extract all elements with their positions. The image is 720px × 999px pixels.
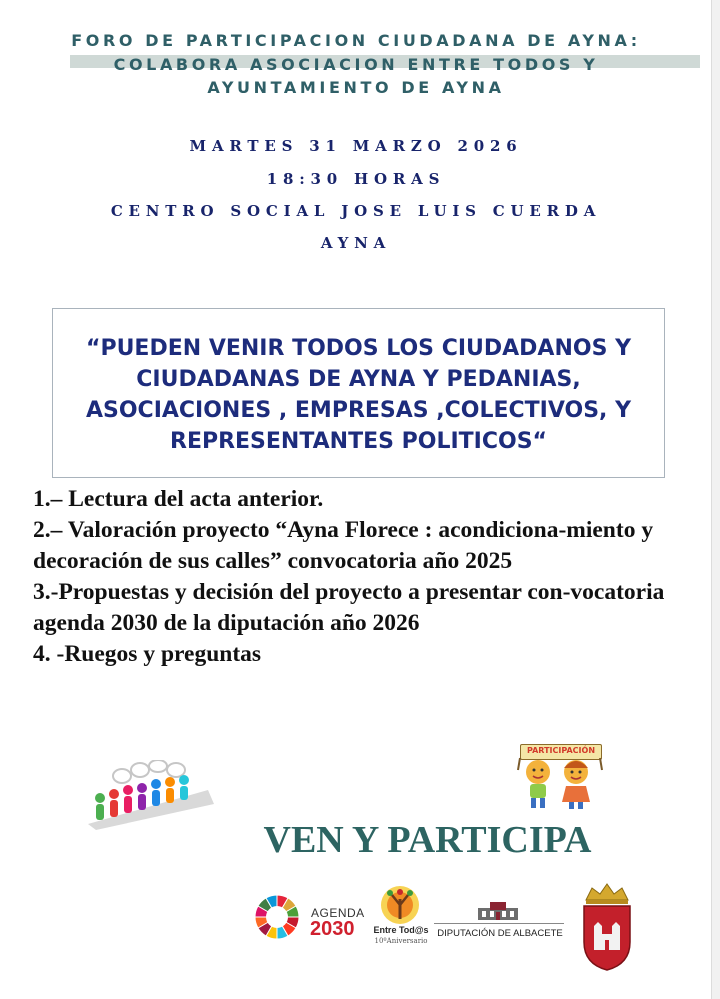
kids-icon bbox=[514, 740, 604, 810]
diputacion-name: DIPUTACIÓN DE ALBACETE bbox=[437, 928, 563, 939]
agenda-list bbox=[33, 484, 693, 670]
entre-todos-emblem-icon bbox=[378, 885, 422, 925]
agenda-logo-year: 2030 bbox=[310, 918, 355, 940]
notice-box bbox=[52, 308, 665, 478]
diputacion-divider bbox=[434, 923, 564, 924]
diputacion-albacete-logo bbox=[434, 900, 566, 942]
participation-sign-label: PARTICIPACIÓN bbox=[526, 746, 596, 755]
entre-todos-anniversary: 10ºAniversario bbox=[374, 937, 428, 945]
participation-kids-illustration bbox=[514, 740, 604, 810]
agenda-item-1: 1.– Lectura del acta anterior. bbox=[33, 486, 324, 512]
ayna-coat-of-arms-icon bbox=[580, 882, 634, 972]
agenda-item-4: 4. -Ruegos y preguntas bbox=[33, 641, 262, 667]
header-line-3: AYUNTAMIENTO DE AYNA bbox=[207, 78, 505, 97]
agenda-item-3: 3.-Propuestas y decisión del proyecto a presentar con-vocatoria agenda 2030 de la diputación año 2026 bbox=[33, 579, 665, 636]
header-line-1: FORO DE PARTICIPACION CIUDADANA DE AYNA: bbox=[71, 31, 641, 50]
agenda-2030-logo bbox=[253, 893, 365, 945]
entre-todos-name: Entre Tod@s bbox=[373, 925, 429, 935]
event-date: MARTES 31 MARZO 2026 bbox=[189, 137, 523, 155]
page-edge bbox=[711, 0, 720, 999]
agenda-logo-label: AGENDA bbox=[311, 906, 365, 920]
cta-heading: VEN Y PARTICIPA bbox=[263, 819, 592, 861]
notice-text: “PUEDEN VENIR TODOS LOS CIUDADANOS Y CIUDADANAS DE AYNA Y PEDANIAS, ASOCIACIONES , EMPRESAS ,COLECTIVOS, Y REPRESENTANTES POLITICOS“ bbox=[85, 336, 632, 454]
event-place: CENTRO SOCIAL JOSE LUIS CUERDA bbox=[110, 202, 602, 220]
event-time: 18:30 HORAS bbox=[266, 170, 446, 188]
entre-todos-logo bbox=[370, 885, 432, 949]
diputacion-building-icon bbox=[476, 900, 520, 922]
event-town: AYNA bbox=[320, 234, 392, 252]
agenda-item-2: 2.– Valoración proyecto “Ayna Florece : acondiciona-miento y decoración de sus calles” convocatoria año 2025 bbox=[33, 517, 654, 574]
sdg-wheel-icon bbox=[253, 893, 301, 941]
header-line-2: COLABORA ASOCIACION ENTRE TODOS Y bbox=[113, 55, 599, 74]
